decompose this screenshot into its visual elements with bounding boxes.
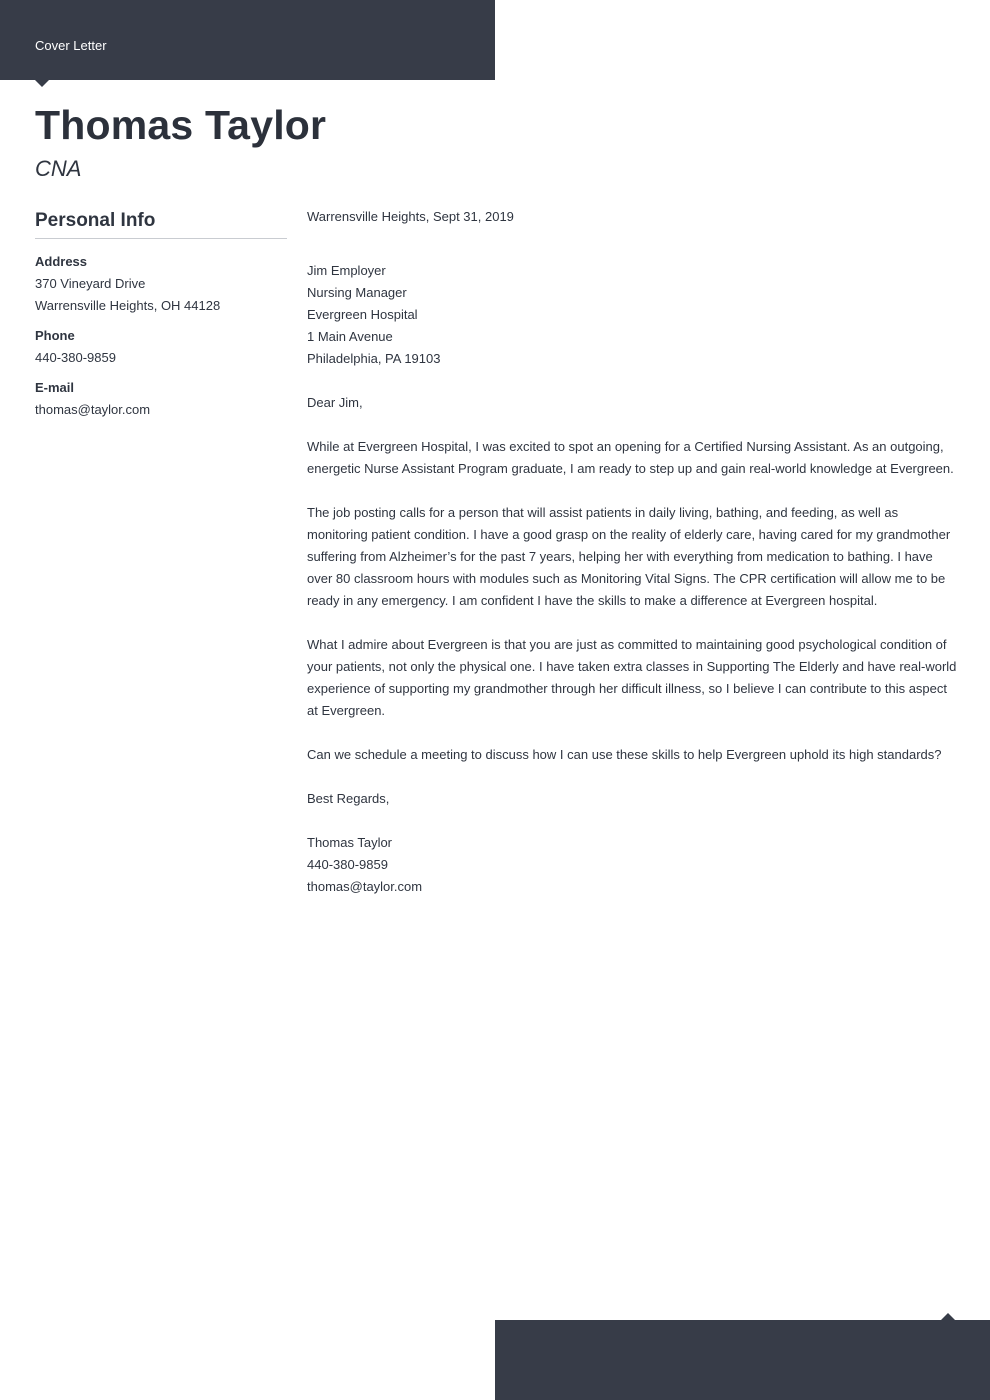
- email-label: E-mail: [35, 380, 75, 395]
- document-type-label: Cover Letter: [35, 38, 107, 53]
- email-group: [35, 377, 287, 421]
- header-banner: [0, 0, 495, 80]
- applicant-name: Thomas Taylor: [35, 102, 327, 148]
- personal-info-sidebar: [35, 210, 287, 429]
- banner-notch-decoration: [35, 80, 49, 87]
- phone-label: Phone: [35, 328, 75, 343]
- address-label: Address: [35, 254, 88, 269]
- letter-body: [307, 206, 957, 898]
- signature-name: Thomas Taylor: [307, 835, 393, 850]
- address-line-2: Warrensville Heights, OH 44128: [35, 298, 221, 313]
- recipient-company: Evergreen Hospital: [307, 307, 418, 322]
- date-line: Warrensville Heights, Sept 31, 2019: [307, 209, 514, 224]
- footer-banner: [495, 1320, 990, 1400]
- applicant-job-title: CNA: [35, 156, 82, 181]
- closing: Best Regards,: [307, 791, 390, 806]
- phone-value: 440-380-9859: [35, 350, 116, 365]
- letter-date: [307, 206, 957, 228]
- paragraph-4: Can we schedule a meeting to discuss how I can use these skills to help Evergreen uphold its high standards?: [307, 747, 942, 762]
- phone-group: [35, 325, 287, 369]
- signature-phone: 440-380-9859: [307, 857, 388, 872]
- recipient-title: Nursing Manager: [307, 285, 407, 300]
- paragraph-1: While at Evergreen Hospital, I was excited to spot an opening for a Certified Nursing Assistant. As an outgoing, energetic Nurse Assistant Program graduate, I am ready to step up and gain real-world knowledge at Evergreen.: [307, 439, 954, 476]
- salutation: Dear Jim,: [307, 395, 363, 410]
- paragraph-2: The job posting calls for a person that will assist patients in daily living, bathing, and feeding, as well as monitoring patient condition. I have a good grasp on the reality of elderly care, having cared for my grandmother suffering from Alzheimer’s for the past 7 years, helping her with everything from medication to bathing. I have over 80 classroom hours with modules such as Monitoring Vital Signs. The CPR certification will allow me to be ready in any emergency. I am confident I have the skills to make a difference at Evergreen hospital.: [307, 505, 951, 608]
- email-value[interactable]: thomas@taylor.com: [35, 402, 151, 417]
- recipient-address: [307, 260, 957, 370]
- recipient-street: 1 Main Avenue: [307, 329, 393, 344]
- signature-email[interactable]: thomas@taylor.com: [307, 879, 423, 894]
- paragraph-3: What I admire about Evergreen is that you are just as committed to maintaining good psychological condition of your patients, not only the physical one. I have taken extra classes in Supporting The Elderly and have real-world experience of supporting my grandmother through her difficult illness, so I believe I can contribute to this aspect at Evergreen.: [307, 637, 957, 718]
- personal-info-heading: Personal Info: [35, 210, 287, 239]
- footer-notch-decoration: [941, 1313, 955, 1320]
- recipient-city: Philadelphia, PA 19103: [307, 351, 441, 366]
- address-group: [35, 251, 287, 317]
- address-line-1: 370 Vineyard Drive: [35, 276, 146, 291]
- signature-block: [307, 832, 957, 898]
- recipient-name: Jim Employer: [307, 263, 386, 278]
